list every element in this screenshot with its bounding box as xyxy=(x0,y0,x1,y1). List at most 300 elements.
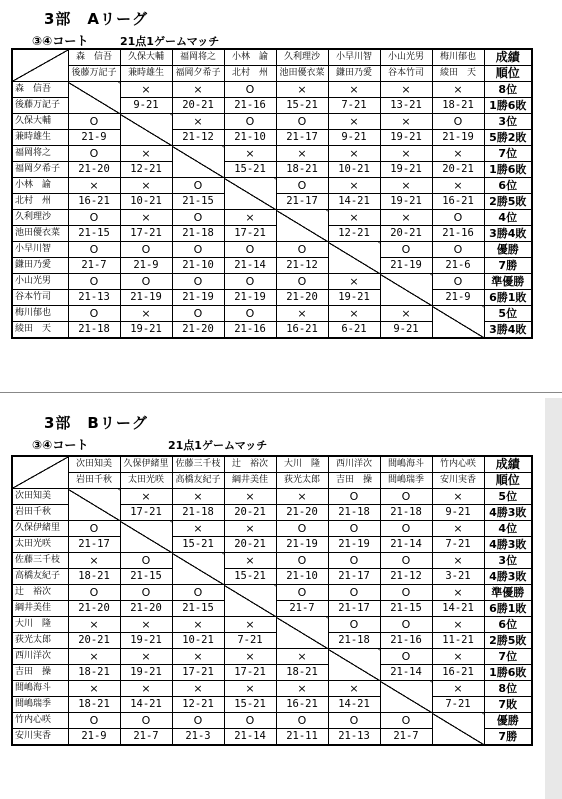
match-result-mark: × xyxy=(172,617,224,633)
match-result-mark: O xyxy=(276,242,328,258)
team-record: 2勝5敗 xyxy=(484,194,532,210)
match-score: 21-19 xyxy=(276,537,328,553)
match-result-mark: × xyxy=(380,82,432,98)
match-score: 21-10 xyxy=(224,130,276,146)
league-a-table xyxy=(11,48,533,339)
table-row xyxy=(12,146,532,162)
team-record: 1勝6敗 xyxy=(484,98,532,114)
match-result-mark: O xyxy=(328,553,380,569)
row-header-player1: 久保伊緒里 xyxy=(12,521,68,537)
column-header-player1: 久保伊緒里 xyxy=(120,456,172,473)
match-result-mark: O xyxy=(276,521,328,537)
match-result-mark: × xyxy=(120,210,172,226)
team-rank: 準優勝 xyxy=(484,274,532,290)
column-header-player1: 小山光男 xyxy=(380,49,432,66)
match-result-mark: O xyxy=(276,585,328,601)
match-result-mark: O xyxy=(172,210,224,226)
row-header-player1: 森 信吾 xyxy=(12,82,68,98)
match-score: 21-17 xyxy=(328,601,380,617)
table-row xyxy=(12,162,532,178)
match-result-mark: O xyxy=(276,553,328,569)
match-result-mark: × xyxy=(224,617,276,633)
match-result-mark: × xyxy=(120,82,172,98)
match-result-mark: O xyxy=(432,210,484,226)
match-score: 21-15 xyxy=(380,601,432,617)
column-header-player1: 竹内心咲 xyxy=(432,456,484,473)
match-score: 16-21 xyxy=(276,697,328,713)
table-row xyxy=(12,585,532,601)
match-result-mark: × xyxy=(380,146,432,162)
table-row xyxy=(12,290,532,306)
table-row xyxy=(12,258,532,274)
match-result-mark: × xyxy=(120,146,172,162)
match-score: 6-21 xyxy=(328,322,380,339)
match-result-mark: × xyxy=(380,210,432,226)
match-score: 21-20 xyxy=(172,322,224,339)
match-result-mark: × xyxy=(432,146,484,162)
match-score: 21-15 xyxy=(172,194,224,210)
column-header-player1: 梅川郁也 xyxy=(432,49,484,66)
match-score: 17-21 xyxy=(172,665,224,681)
row-header-player1: 竹内心咲 xyxy=(12,713,68,729)
match-result-mark: × xyxy=(276,489,328,505)
match-score: 10-21 xyxy=(172,633,224,649)
match-result-mark: × xyxy=(120,489,172,505)
column-header-player2: 谷本竹司 xyxy=(380,66,432,82)
match-score: 16-21 xyxy=(68,194,120,210)
team-record: 4勝3敗 xyxy=(484,505,532,521)
match-score: 17-21 xyxy=(120,226,172,242)
match-score: 19-21 xyxy=(380,194,432,210)
match-result-mark: O xyxy=(380,713,432,729)
match-result-mark: × xyxy=(432,649,484,665)
diagonal-cell xyxy=(120,114,172,146)
match-result-mark: O xyxy=(68,306,120,322)
league-a-match-type: 21点1ゲームマッチ xyxy=(120,35,220,48)
diagonal-cell xyxy=(68,489,120,521)
match-score: 21-18 xyxy=(380,505,432,521)
column-header-player2: 荻光太郎 xyxy=(276,473,328,489)
match-score: 21-10 xyxy=(172,258,224,274)
team-rank: 優勝 xyxy=(484,713,532,729)
match-score: 21-19 xyxy=(380,258,432,274)
match-score: 19-21 xyxy=(120,633,172,649)
team-rank: 7位 xyxy=(484,146,532,162)
table-row xyxy=(12,242,532,258)
league-b-sheet xyxy=(0,404,562,799)
match-result-mark: O xyxy=(380,585,432,601)
table-row xyxy=(12,178,532,194)
match-score: 15-21 xyxy=(276,98,328,114)
table-row xyxy=(12,633,532,649)
match-result-mark: O xyxy=(120,585,172,601)
match-score: 21-18 xyxy=(172,505,224,521)
match-score: 7-21 xyxy=(432,537,484,553)
column-header-player2: 太田光咲 xyxy=(120,473,172,489)
team-rank: 5位 xyxy=(484,489,532,505)
match-result-mark: × xyxy=(68,553,120,569)
match-score: 3-21 xyxy=(432,569,484,585)
match-result-mark: × xyxy=(68,617,120,633)
match-score: 21-20 xyxy=(120,601,172,617)
match-result-mark: × xyxy=(432,681,484,697)
row-header-player1: 佐藤三千枝 xyxy=(12,553,68,569)
column-header-player1: 次田知美 xyxy=(68,456,120,473)
match-score: 21-9 xyxy=(120,258,172,274)
column-header-player2: 綾田 天 xyxy=(432,66,484,82)
match-result-mark: O xyxy=(172,585,224,601)
column-header-player2: 池田優衣菜 xyxy=(276,66,328,82)
match-result-mark: O xyxy=(276,114,328,130)
match-result-mark: × xyxy=(432,489,484,505)
team-record: 1勝6敗 xyxy=(484,665,532,681)
match-score: 21-15 xyxy=(120,569,172,585)
match-score: 21-20 xyxy=(68,162,120,178)
match-result-mark: × xyxy=(328,82,380,98)
column-header-player2: 後藤万記子 xyxy=(68,66,120,82)
match-result-mark: × xyxy=(328,274,380,290)
match-score: 18-21 xyxy=(276,665,328,681)
match-score: 21-11 xyxy=(276,729,328,746)
match-result-mark: × xyxy=(68,178,120,194)
match-result-mark: O xyxy=(68,713,120,729)
table-row xyxy=(12,553,532,569)
row-header-player2: 岩田千秋 xyxy=(12,505,68,521)
match-result-mark: O xyxy=(432,242,484,258)
diagonal-cell xyxy=(276,210,328,242)
diagonal-cell xyxy=(68,82,120,114)
match-result-mark: O xyxy=(276,178,328,194)
table-row xyxy=(12,537,532,553)
match-score: 18-21 xyxy=(68,697,120,713)
match-score: 21-7 xyxy=(68,258,120,274)
match-result-mark: × xyxy=(224,681,276,697)
diagonal-cell xyxy=(276,617,328,649)
team-record: 1勝6敗 xyxy=(484,162,532,178)
match-result-mark: × xyxy=(380,306,432,322)
match-score: 21-13 xyxy=(68,290,120,306)
row-header-player1: 福岡将之 xyxy=(12,146,68,162)
column-header-player2: 高橋友紀子 xyxy=(172,473,224,489)
match-score: 21-14 xyxy=(380,665,432,681)
match-score: 21-17 xyxy=(276,194,328,210)
diagonal-cell xyxy=(328,242,380,274)
team-record: 2勝5敗 xyxy=(484,633,532,649)
match-score: 16-21 xyxy=(432,665,484,681)
column-header-player2: 岩田千秋 xyxy=(68,473,120,489)
match-result-mark: × xyxy=(120,306,172,322)
match-result-mark: × xyxy=(328,210,380,226)
column-header-player2: 吉田 操 xyxy=(328,473,380,489)
header-result: 成績 xyxy=(484,456,532,473)
match-result-mark: O xyxy=(172,178,224,194)
match-result-mark: × xyxy=(224,210,276,226)
match-score: 21-16 xyxy=(224,98,276,114)
match-result-mark: O xyxy=(432,114,484,130)
match-result-mark: × xyxy=(380,178,432,194)
match-score: 21-19 xyxy=(224,290,276,306)
match-score: 18-21 xyxy=(432,98,484,114)
match-result-mark: O xyxy=(120,274,172,290)
row-header-player2: 綱井美佳 xyxy=(12,601,68,617)
row-header-player2: 安川実香 xyxy=(12,729,68,746)
match-result-mark: O xyxy=(68,210,120,226)
match-result-mark: × xyxy=(328,306,380,322)
header-result: 成績 xyxy=(484,49,532,66)
match-result-mark: O xyxy=(224,713,276,729)
team-record: 4勝3敗 xyxy=(484,569,532,585)
match-score: 19-21 xyxy=(120,665,172,681)
match-score: 21-20 xyxy=(276,290,328,306)
match-result-mark: O xyxy=(380,553,432,569)
column-header-player1: 辻 裕次 xyxy=(224,456,276,473)
table-corner xyxy=(12,49,68,82)
table-row xyxy=(12,697,532,713)
diagonal-cell xyxy=(224,585,276,617)
match-score: 21-20 xyxy=(276,505,328,521)
match-result-mark: O xyxy=(328,713,380,729)
match-score: 15-21 xyxy=(224,697,276,713)
match-result-mark: × xyxy=(172,114,224,130)
match-result-mark: × xyxy=(328,114,380,130)
team-rank: 6位 xyxy=(484,178,532,194)
match-result-mark: O xyxy=(68,521,120,537)
match-score: 14-21 xyxy=(432,601,484,617)
match-result-mark: × xyxy=(68,681,120,697)
match-result-mark: O xyxy=(172,242,224,258)
match-score: 21-9 xyxy=(432,290,484,306)
column-header-player2: 鎌田乃愛 xyxy=(328,66,380,82)
match-score: 21-6 xyxy=(432,258,484,274)
team-record: 3勝4敗 xyxy=(484,226,532,242)
match-result-mark: × xyxy=(432,617,484,633)
match-score: 13-21 xyxy=(380,98,432,114)
match-score: 21-16 xyxy=(224,322,276,339)
match-result-mark: O xyxy=(380,617,432,633)
match-score: 17-21 xyxy=(120,505,172,521)
match-score: 20-21 xyxy=(68,633,120,649)
row-header-player2: 福岡夕希子 xyxy=(12,162,68,178)
match-score: 14-21 xyxy=(120,697,172,713)
match-score: 19-21 xyxy=(328,290,380,306)
column-header-player1: 久保大輔 xyxy=(120,49,172,66)
diagonal-cell xyxy=(380,681,432,713)
team-record: 4勝3敗 xyxy=(484,537,532,553)
row-header-player2: 荻光太郎 xyxy=(12,633,68,649)
table-row xyxy=(12,681,532,697)
match-score: 21-18 xyxy=(68,322,120,339)
match-result-mark: O xyxy=(380,242,432,258)
column-header-player1: 福岡将之 xyxy=(172,49,224,66)
match-result-mark: O xyxy=(172,306,224,322)
match-score: 21-15 xyxy=(172,601,224,617)
table-row xyxy=(12,306,532,322)
match-score: 20-21 xyxy=(432,162,484,178)
match-result-mark: O xyxy=(120,713,172,729)
match-result-mark: × xyxy=(276,82,328,98)
match-score: 19-21 xyxy=(120,322,172,339)
table-row xyxy=(12,130,532,146)
match-score: 21-12 xyxy=(380,569,432,585)
team-record: 3勝4敗 xyxy=(484,322,532,339)
team-record: 6勝1敗 xyxy=(484,601,532,617)
match-result-mark: × xyxy=(172,82,224,98)
row-header-player1: 梅川郁也 xyxy=(12,306,68,322)
match-score: 16-21 xyxy=(276,322,328,339)
match-score: 21-16 xyxy=(432,226,484,242)
table-row xyxy=(12,713,532,729)
match-score: 21-10 xyxy=(276,569,328,585)
match-score: 21-18 xyxy=(328,633,380,649)
match-score: 21-3 xyxy=(172,729,224,746)
league-a-sheet xyxy=(0,0,562,390)
page-divider xyxy=(0,392,562,393)
match-result-mark: × xyxy=(380,114,432,130)
match-result-mark: O xyxy=(380,489,432,505)
match-result-mark: × xyxy=(432,553,484,569)
table-row xyxy=(12,617,532,633)
match-score: 20-21 xyxy=(380,226,432,242)
row-header-player1: 小林 諭 xyxy=(12,178,68,194)
match-score: 18-21 xyxy=(276,162,328,178)
match-score: 18-21 xyxy=(68,665,120,681)
team-rank: 3位 xyxy=(484,114,532,130)
table-corner xyxy=(12,456,68,489)
match-score: 16-21 xyxy=(432,194,484,210)
match-score: 21-16 xyxy=(380,633,432,649)
row-header-player2: 吉田 操 xyxy=(12,665,68,681)
row-header-player2: 間嶋瑞季 xyxy=(12,697,68,713)
match-result-mark: O xyxy=(120,242,172,258)
row-header-player2: 兼時雄生 xyxy=(12,130,68,146)
match-result-mark: O xyxy=(328,521,380,537)
match-score: 21-18 xyxy=(328,505,380,521)
match-result-mark: O xyxy=(224,242,276,258)
match-result-mark: O xyxy=(172,713,224,729)
match-result-mark: × xyxy=(432,521,484,537)
diagonal-cell xyxy=(172,146,224,178)
match-result-mark: × xyxy=(328,146,380,162)
match-score: 21-19 xyxy=(328,537,380,553)
match-score: 12-21 xyxy=(172,697,224,713)
team-record: 7敗 xyxy=(484,697,532,713)
match-score: 21-13 xyxy=(328,729,380,746)
match-result-mark: × xyxy=(224,146,276,162)
row-header-player2: 鎌田乃愛 xyxy=(12,258,68,274)
match-result-mark: × xyxy=(224,553,276,569)
diagonal-cell xyxy=(224,178,276,210)
diagonal-cell xyxy=(432,713,484,746)
diagonal-cell xyxy=(120,521,172,553)
match-score: 21-14 xyxy=(224,729,276,746)
match-result-mark: × xyxy=(224,489,276,505)
match-result-mark: × xyxy=(120,681,172,697)
match-score: 17-21 xyxy=(224,226,276,242)
diagonal-cell xyxy=(328,649,380,681)
row-header-player2: 高橋友紀子 xyxy=(12,569,68,585)
league-b-match-type: 21点1ゲームマッチ xyxy=(168,439,268,452)
table-row xyxy=(12,649,532,665)
table-row xyxy=(12,226,532,242)
match-result-mark: O xyxy=(328,617,380,633)
league-b-table xyxy=(11,455,533,746)
column-header-player1: 間嶋海斗 xyxy=(380,456,432,473)
match-result-mark: × xyxy=(276,681,328,697)
match-result-mark: O xyxy=(328,585,380,601)
league-b-title: 3部 Bリーグ xyxy=(44,414,148,432)
match-score: 12-21 xyxy=(120,162,172,178)
match-result-mark: × xyxy=(172,681,224,697)
match-score: 21-14 xyxy=(224,258,276,274)
row-header-player1: 間嶋海斗 xyxy=(12,681,68,697)
match-score: 9-21 xyxy=(328,130,380,146)
row-header-player1: 小山光男 xyxy=(12,274,68,290)
match-result-mark: × xyxy=(432,178,484,194)
row-header-player2: 谷本竹司 xyxy=(12,290,68,306)
match-score: 21-18 xyxy=(172,226,224,242)
row-header-player1: 久利理沙 xyxy=(12,210,68,226)
team-rank: 4位 xyxy=(484,521,532,537)
column-header-player2: 兼時雄生 xyxy=(120,66,172,82)
match-result-mark: O xyxy=(224,306,276,322)
match-score: 21-7 xyxy=(120,729,172,746)
match-score: 12-21 xyxy=(328,226,380,242)
row-header-player1: 西川洋次 xyxy=(12,649,68,665)
row-header-player2: 池田優衣菜 xyxy=(12,226,68,242)
match-result-mark: O xyxy=(68,146,120,162)
match-result-mark: O xyxy=(68,114,120,130)
column-header-player2: 綱井美佳 xyxy=(224,473,276,489)
match-result-mark: × xyxy=(172,489,224,505)
match-score: 21-17 xyxy=(328,569,380,585)
match-score: 21-14 xyxy=(380,537,432,553)
match-result-mark: × xyxy=(120,617,172,633)
match-score: 17-21 xyxy=(224,665,276,681)
row-header-player2: 後藤万記子 xyxy=(12,98,68,114)
match-score: 9-21 xyxy=(120,98,172,114)
team-rank: 4位 xyxy=(484,210,532,226)
table-row xyxy=(12,521,532,537)
row-header-player2: 太田光咲 xyxy=(12,537,68,553)
match-score: 21-19 xyxy=(120,290,172,306)
team-rank: 7位 xyxy=(484,649,532,665)
match-score: 10-21 xyxy=(328,162,380,178)
column-header-player2: 北村 州 xyxy=(224,66,276,82)
match-result-mark: × xyxy=(172,649,224,665)
team-record: 7勝 xyxy=(484,729,532,746)
column-header-player1: 小早川智 xyxy=(328,49,380,66)
match-score: 21-19 xyxy=(432,130,484,146)
match-result-mark: × xyxy=(120,649,172,665)
match-score: 14-21 xyxy=(328,194,380,210)
header-rank: 順位 xyxy=(484,66,532,82)
match-result-mark: O xyxy=(380,649,432,665)
match-result-mark: × xyxy=(224,649,276,665)
diagonal-cell xyxy=(380,274,432,306)
table-row xyxy=(12,665,532,681)
match-score: 7-21 xyxy=(432,697,484,713)
match-score: 21-9 xyxy=(68,729,120,746)
match-score: 7-21 xyxy=(328,98,380,114)
match-score: 15-21 xyxy=(172,537,224,553)
match-result-mark: × xyxy=(276,649,328,665)
match-result-mark: × xyxy=(328,178,380,194)
team-record: 6勝1敗 xyxy=(484,290,532,306)
team-rank: 8位 xyxy=(484,681,532,697)
match-score: 9-21 xyxy=(432,505,484,521)
team-rank: 3位 xyxy=(484,553,532,569)
table-row xyxy=(12,210,532,226)
